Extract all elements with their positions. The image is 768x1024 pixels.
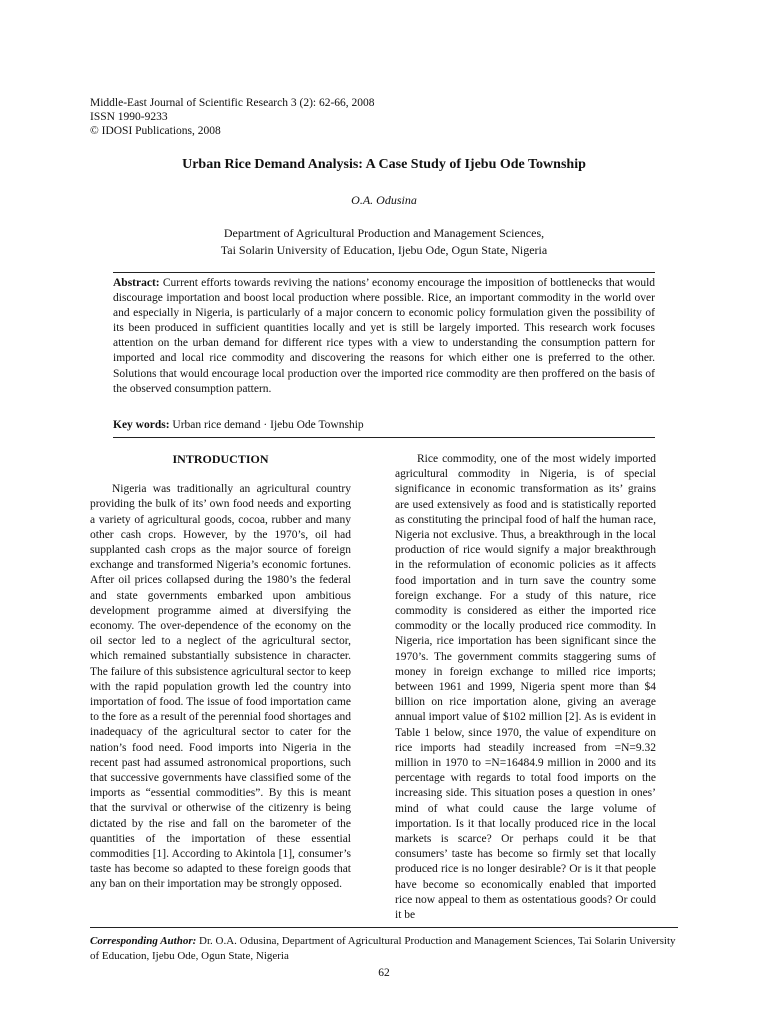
abstract-label: Abstract: (113, 277, 160, 289)
paper-title: Urban Rice Demand Analysis: A Case Study of Ijebu Ode Township (182, 157, 586, 172)
journal-copyright: © IDOSI Publications, 2008 (90, 125, 221, 137)
author-affiliation (40, 225, 728, 259)
journal-citation: Middle-East Journal of Scientific Research 3 (2): 62-66, 2008 (90, 97, 375, 109)
affiliation-line-1: Department of Agricultural Production and Management Sciences, (223, 226, 545, 240)
journal-header (90, 96, 375, 138)
keywords-text: Urban rice demand · Ijebu Ode Township (172, 419, 364, 431)
paper-author: O.A. Odusina (351, 193, 417, 207)
keywords (113, 419, 655, 431)
abstract-top-rule (113, 272, 655, 273)
left-column (90, 452, 351, 893)
footnote-text: Dr. O.A. Odusina, Department of Agricultural Production and Management Sciences, Tai Solarin University of Education, Ijebu Ode, Ogun State, Nigeria (90, 935, 676, 962)
page-number: 62 (378, 967, 390, 979)
keywords-label: Key words: (113, 419, 170, 431)
footnote-label: Corresponding Author: (90, 935, 197, 947)
keywords-bottom-rule (113, 437, 655, 438)
footnote-rule (90, 927, 678, 928)
abstract-text: Current efforts towards reviving the nations’ economy encourage the imposition of bottlenecks that would discourage importation and boost local production where possible. Rice, an important commodity in the world over and especially in Nigeria, is particularly of a major concern to economic policy formulation given the possibility of its been produced in sufficient quantities locally and yet is still be largely imported. This research work focuses attention on the urban demand for different rice types with a view to understanding the consumption pattern for imported and local rice commodity and discovering the reasons for which either one is preferred to the other. Solutions that would encourage local production over the imported rice commodity are then proffered on the basis of the observed consumption pattern. (113, 277, 656, 395)
journal-issn: ISSN 1990-9233 (90, 111, 168, 123)
corresponding-author-footnote (90, 934, 678, 964)
introduction-paragraph-2: Rice commodity, one of the most widely imported agricultural commodity in Nigeria, is of special significance in economic transformation as its’ grains are used extensively as food and is statistically reported as constituting the principal food of half the human race, Nigeria not exclusive. Thus, a breakthrough in the local production of rice would signify a major breakthrough in the reformulation of economic policies as it affects food importation and in turn save the country some foreign exchange. For a study of this nature, rice commodity is considered as either the imported rice commodity or the locally produced rice commodity. In Nigeria, rice importation has been significant since the 1970’s. The government commits staggering sums of money in foreign exchange to milled rice imports; between 1961 and 1999, Nigeria spent more than $4 billion on rice importation alone, giving an average annual import value of $102 million [2]. As is evident in Table 1 below, since 1970, the value of expenditure on rice imports had steadily increased from =N=9.32 million in 1970 to =N=16484.9 million in 2000 and its percentage with regards to total food imports on the increasing side. This situation poses a question in ones’ mind of what could cause the large volume of importation. Is it that locally produced rice in the local markets is scarce? Or perhaps could it be that consumers’ taste has become so firmly set that locally produced rice is no longer desirable? Or is it that people have become so economically enabled that imported rice now appeal to them as ostentatious goods? Or could it be (395, 453, 656, 922)
affiliation-line-2: Tai Solarin University of Education, Ijebu Ode, Ogun State, Nigeria (220, 243, 548, 257)
introduction-heading: INTRODUCTION (172, 452, 269, 466)
introduction-paragraph-1: Nigeria was traditionally an agricultural country providing the bulk of its’ own food needs and exporting a variety of agricultural goods, cocoa, rubber and many other cash crops. However, by the 1970’s, oil had supplanted cash crops as the major source of foreign exchange and transformed Nigeria’s economic fortunes. After oil prices collapsed during the 1980’s the federal and state governments embarked upon ambitious development programme aimed at diversifying the economy. The over-dependence of the economy on the oil sector led to a neglect of the agricultural sector, which remained substantially subsistence in character. The failure of this subsistence agricultural sector to keep with the rapid population growth led the country into importation of food. The issue of food importation came to the fore as a result of the perennial food shortages and inadequacy of the agricultural sector to cater for the nation’s food need. Food imports into Nigeria in the recent past had assumed astronomical proportions, such that successive governments have classified some of the imports as “essential commodities”. By this is meant that the survival or otherwise of the citizenry is being dictated by the rise and fall on the barometer of the quantities of the importation of these essential commodities [1]. According to Akintola [1], consumer’s taste has become so adapted to these foreign goods that any ban on their importation may be strongly opposed. (90, 483, 351, 891)
right-column (395, 452, 656, 923)
abstract (113, 276, 655, 397)
